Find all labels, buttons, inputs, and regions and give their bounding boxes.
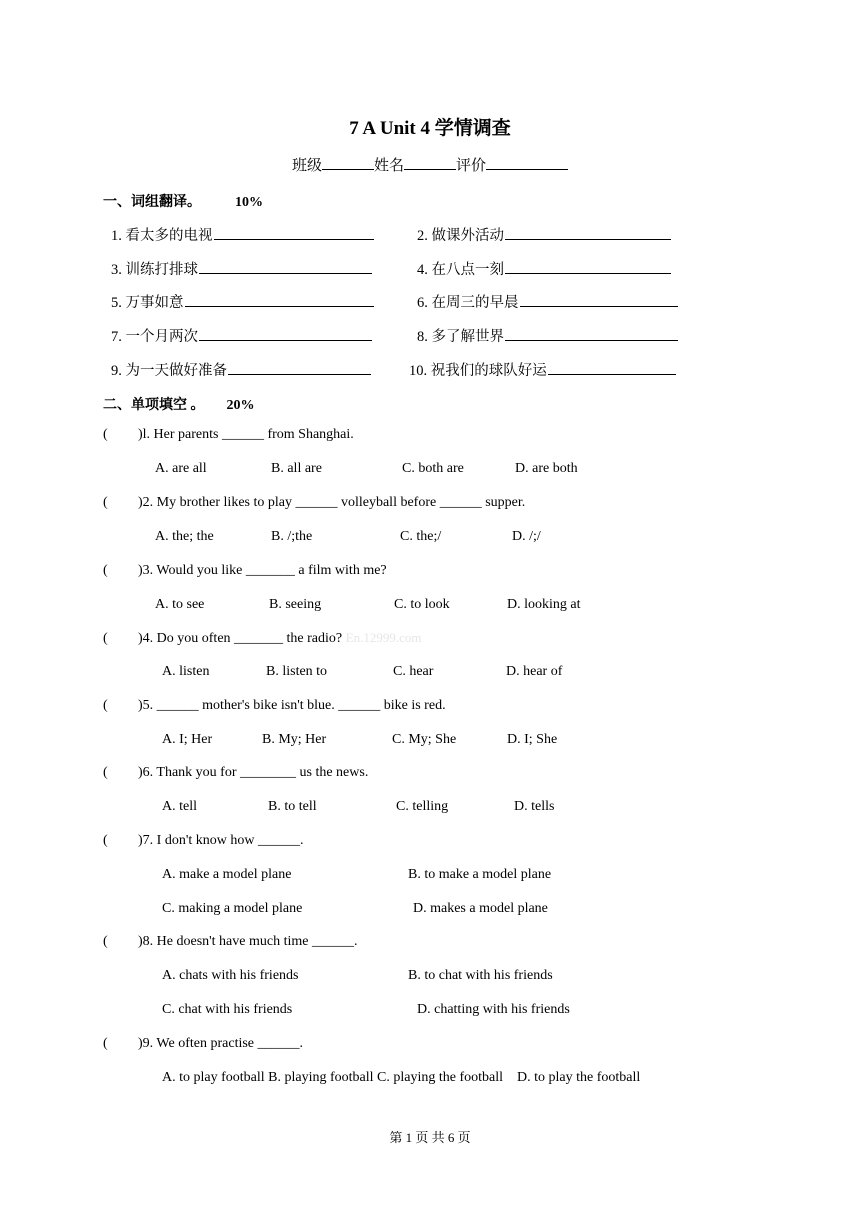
option: B. to make a model plane: [408, 867, 552, 882]
option: D. makes a model plane: [413, 901, 548, 916]
page-title: 7 A Unit 4 学情调查: [349, 118, 511, 139]
phrase-item: 9. 为一天做好准备: [111, 359, 371, 380]
option: A. listen: [162, 664, 210, 679]
question-stem: ( )3. Would you like _______ a film with me?: [103, 563, 387, 578]
option: D. hear of: [506, 664, 563, 679]
class-label: 班级: [291, 158, 322, 174]
option: C. My; She: [392, 732, 457, 747]
option: A. to play football B. playing football C. playing the football D. to play the football: [162, 1070, 641, 1085]
option: D. chatting with his friends: [417, 1002, 570, 1017]
student-info-line: [0, 154, 860, 175]
answer-blank: [520, 293, 678, 307]
answer-blank: [214, 226, 374, 240]
option: D. looking at: [507, 597, 581, 612]
option: A. make a model plane: [162, 867, 292, 882]
option: C. telling: [396, 799, 449, 814]
watermark: En.12999.com: [345, 630, 422, 645]
question-stem: ( )2. My brother likes to play ______ volleyball before ______ supper.: [103, 495, 526, 510]
evaluation-blank: [486, 155, 568, 170]
answer-blank: [548, 361, 676, 375]
option: D. tells: [514, 799, 555, 814]
name-blank: [404, 155, 456, 170]
option: C. the;/: [400, 529, 442, 544]
page-footer: 第 1 页 共 6 页: [389, 1130, 471, 1145]
question-stem: ( )5. ______ mother's bike isn't blue. ______ bike is red.: [103, 698, 446, 713]
answer-blank: [185, 293, 374, 307]
option: C. to look: [394, 597, 450, 612]
option: D. /;/: [512, 529, 541, 544]
option: C. making a model plane: [162, 901, 303, 916]
option: C. both are: [402, 461, 464, 476]
phrase-item: 7. 一个月两次: [111, 325, 372, 346]
phrase-item: 5. 万事如意: [111, 291, 374, 312]
option: C. chat with his friends: [162, 1002, 293, 1017]
answer-blank: [505, 260, 671, 274]
answer-blank: [505, 226, 671, 240]
option: C. hear: [393, 664, 434, 679]
answer-blank: [505, 327, 678, 341]
answer-blank: [199, 260, 372, 274]
section-1-heading: 一、词组翻译。 10%: [103, 195, 263, 210]
answer-blank: [199, 327, 372, 341]
option: B. to tell: [268, 799, 317, 814]
question-stem: ( )8. He doesn't have much time ______.: [103, 934, 358, 949]
option: B. My; Her: [262, 732, 327, 747]
section-2-heading: 二、单项填空 。 20%: [103, 398, 255, 413]
phrase-item: 1. 看太多的电视: [111, 224, 374, 245]
option: B. to chat with his friends: [408, 968, 553, 983]
option: A. to see: [155, 597, 205, 612]
question-stem: ( )7. I don't know how ______.: [103, 833, 304, 848]
phrase-item: 8. 多了解世界: [417, 325, 678, 346]
phrase-item: 6. 在周三的早晨: [417, 291, 678, 312]
option: D. are both: [515, 461, 578, 476]
option: D. I; She: [507, 732, 558, 747]
option: A. chats with his friends: [162, 968, 299, 983]
phrase-item: 10. 祝我们的球队好运: [409, 359, 676, 380]
question-stem: ( )l. Her parents ______ from Shanghai.: [103, 427, 354, 442]
phrase-item: 2. 做课外活动: [417, 224, 671, 245]
evaluation-label: 评价: [456, 158, 487, 174]
option: B. all are: [271, 461, 322, 476]
name-label: 姓名: [373, 158, 404, 174]
question-stem: ( )4. Do you often _______ the radio? En.12999.com: [103, 630, 422, 646]
option: B. /;the: [271, 529, 313, 544]
option: A. the; the: [155, 529, 214, 544]
question-stem: ( )9. We often practise ______.: [103, 1036, 304, 1051]
option: B. listen to: [266, 664, 328, 679]
option: A. I; Her: [162, 732, 213, 747]
option: B. seeing: [269, 597, 322, 612]
answer-blank: [228, 361, 371, 375]
phrase-item: 3. 训练打排球: [111, 258, 372, 279]
question-stem: ( )6. Thank you for ________ us the news.: [103, 765, 369, 780]
phrase-item: 4. 在八点一刻: [417, 258, 671, 279]
option: A. tell: [162, 799, 197, 814]
class-blank: [322, 155, 374, 170]
option: A. are all: [155, 461, 207, 476]
